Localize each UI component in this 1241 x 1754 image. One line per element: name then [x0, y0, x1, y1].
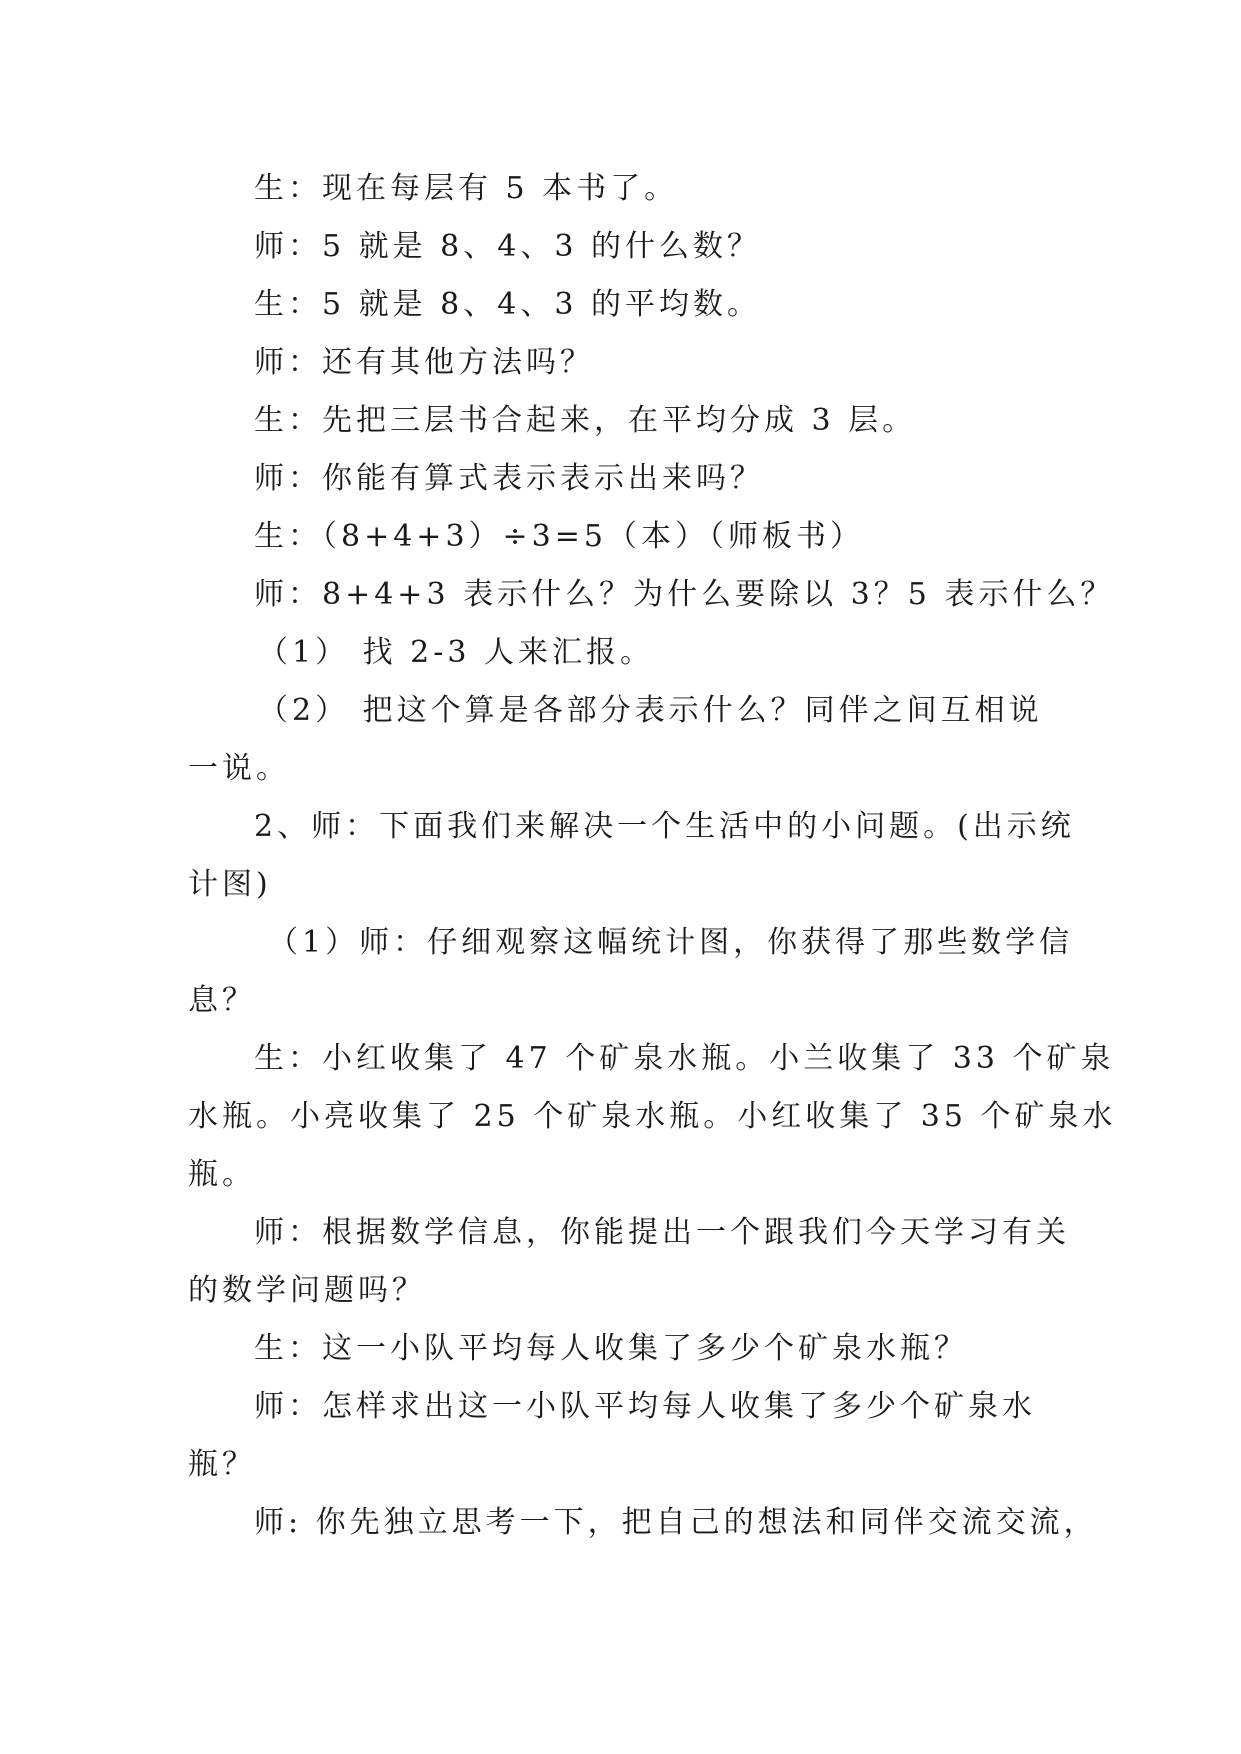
paragraph-line: 生：（8+4+3）÷3=5（本）（师板书）: [254, 519, 864, 554]
paragraph-line: （1）师：仔细观察这幅统计图，你获得了那些数学信: [268, 925, 1074, 960]
paragraph-line: 师: 你先独立思考一下，把自己的想法和同伴交流交流，: [254, 1505, 1098, 1540]
paragraph-12: [188, 914, 1074, 1030]
paragraph-5: [188, 392, 1050, 450]
paragraph-line: 师：还有其他方法吗？: [254, 345, 594, 380]
paragraph-line: 瓶？: [188, 1447, 256, 1482]
paragraph-line: 一说。: [188, 751, 290, 786]
paragraph-line: 生：小红收集了 47 个矿泉水瓶。小兰收集了 33 个矿泉: [254, 1041, 1115, 1076]
paragraph-16: [188, 1378, 1050, 1494]
paragraph-line: 生：现在每层有 5 本书了。: [254, 171, 679, 206]
paragraph-line: 2、师：下面我们来解决一个生活中的小问题。(出示统: [254, 809, 1075, 844]
paragraph-11: [188, 798, 1075, 914]
paragraph-8: [188, 566, 1115, 624]
paragraph-14: [188, 1204, 1070, 1320]
paragraph-line: 生：这一小队平均每人收集了多少个矿泉水瓶？: [254, 1331, 968, 1366]
paragraph-17: [188, 1494, 1098, 1552]
paragraph-line: 瓶。: [188, 1157, 256, 1192]
paragraph-13: [188, 1030, 1117, 1204]
paragraph-line: 师：你能有算式表示表示出来吗？: [254, 461, 764, 496]
paragraph-line: （2） 把这个算是各部分表示什么？同伴之间互相说: [258, 693, 1043, 728]
paragraph-line: 计图): [188, 867, 272, 902]
document-page: [188, 160, 1117, 1552]
paragraph-line: 水瓶。小亮收集了 25 个矿泉水瓶。小红收集了 35 个矿泉水: [188, 1099, 1117, 1134]
paragraph-2: [188, 218, 1050, 276]
paragraph-line: 师：5 就是 8、4、3 的什么数？: [254, 229, 761, 264]
paragraph-10: [188, 682, 1050, 798]
paragraph-4: [188, 334, 1050, 392]
paragraph-line: 生：5 就是 8、4、3 的平均数。: [254, 287, 761, 322]
paragraph-3: [188, 276, 1050, 334]
paragraph-7: [188, 508, 1050, 566]
paragraph-line: 师：怎样求出这一小队平均每人收集了多少个矿泉水: [254, 1389, 1036, 1424]
paragraph-6: [188, 450, 1050, 508]
paragraph-line: （1） 找 2-3 人来汇报。: [258, 635, 655, 670]
paragraph-line: 师：8+4+3 表示什么？为什么要除以 3？5 表示什么？: [254, 577, 1115, 612]
paragraph-15: [188, 1320, 1050, 1378]
paragraph-line: 的数学问题吗？: [188, 1273, 426, 1308]
paragraph-line: 生：先把三层书合起来，在平均分成 3 层。: [254, 403, 917, 438]
paragraph-line: 息？: [188, 983, 256, 1018]
paragraph-line: 师：根据数学信息，你能提出一个跟我们今天学习有关: [254, 1215, 1070, 1250]
paragraph-1: [188, 160, 1050, 218]
paragraph-9: [188, 624, 1050, 682]
